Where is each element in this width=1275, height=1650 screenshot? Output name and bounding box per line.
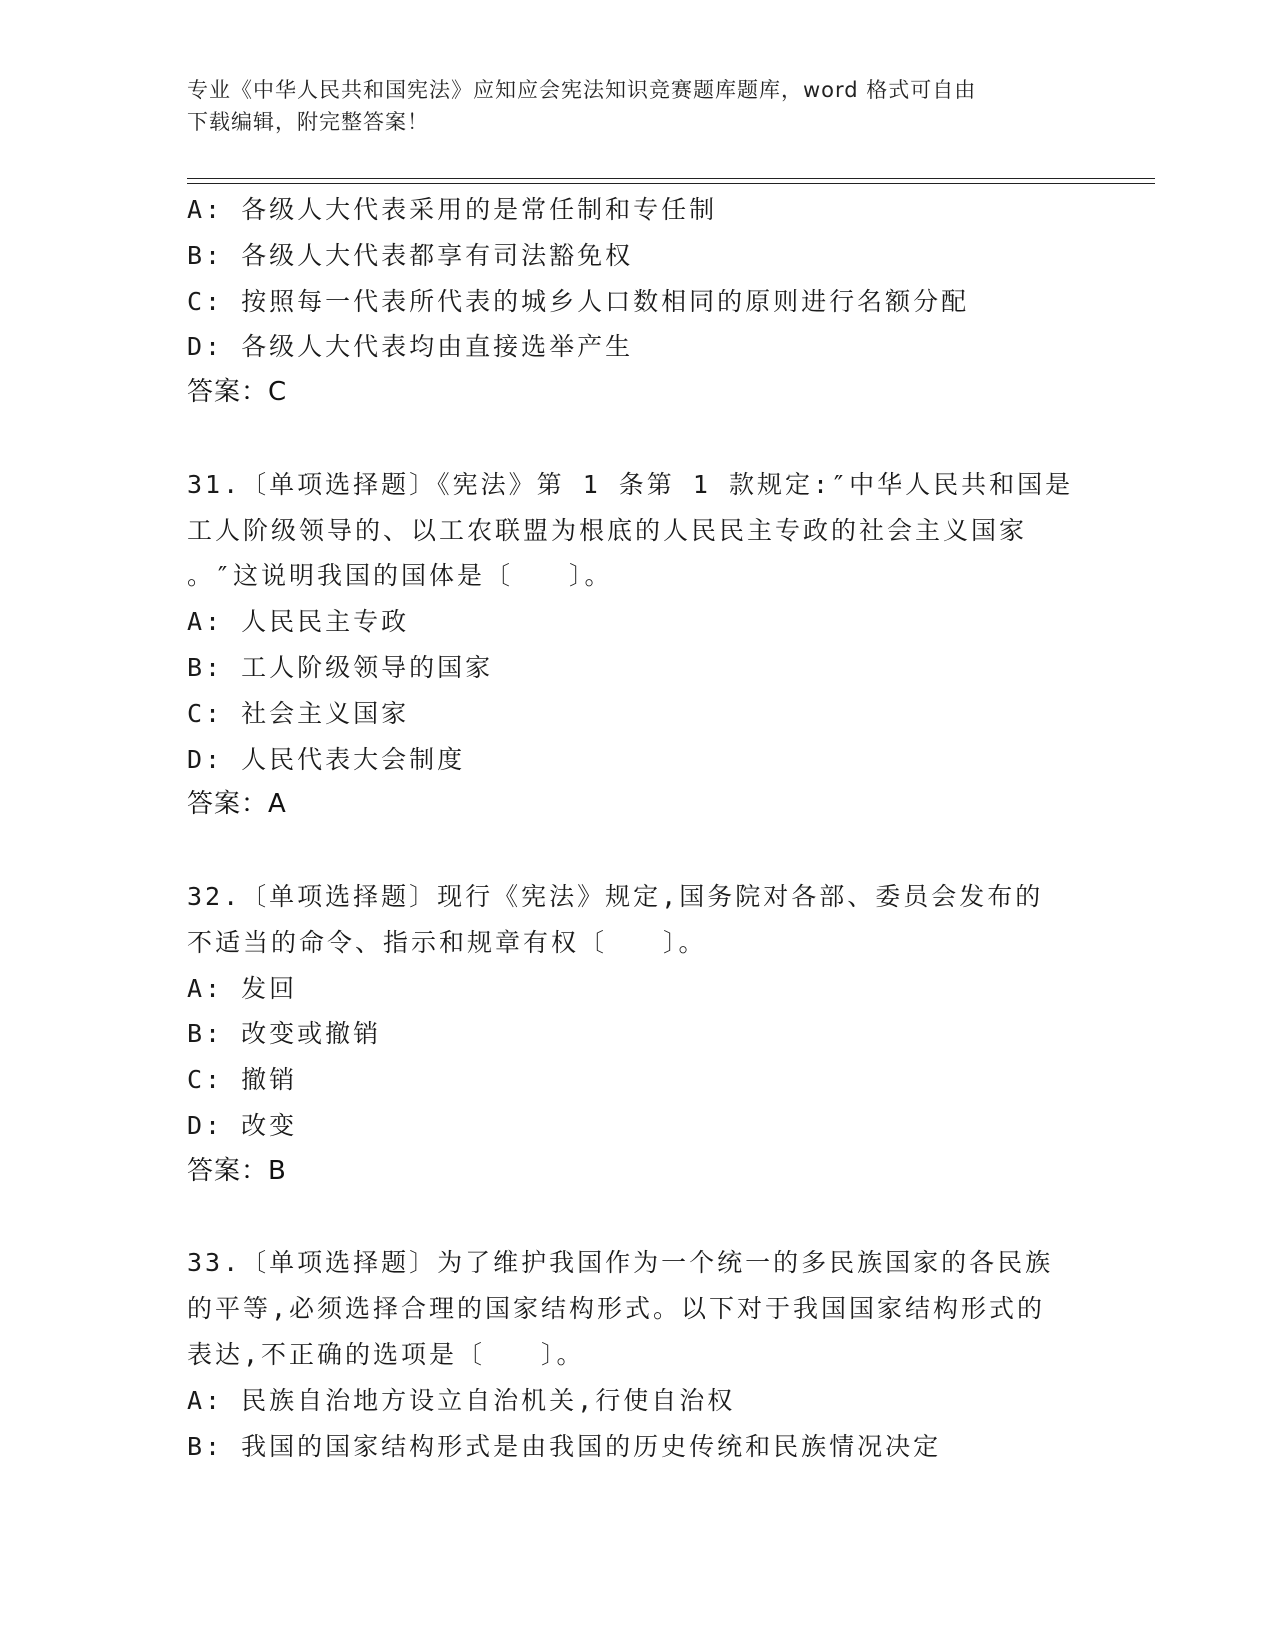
- question-list: [187, 187, 1087, 1469]
- option-b: B: 改变或撤销: [187, 1019, 382, 1049]
- question-block-prev: [187, 187, 1087, 416]
- option-a: A: 各级人大代表采用的是常任制和专任制: [187, 195, 718, 224]
- question-block-31: [187, 462, 1087, 828]
- option-a: A: 人民民主专政: [187, 607, 410, 637]
- spacer: [187, 1195, 1087, 1241]
- option-d: D: 各级人大代表均由直接选举产生: [187, 332, 634, 362]
- question-text-line: 不适当的命令、指示和规章有权〔 〕。: [187, 927, 707, 957]
- document-header: [187, 74, 1067, 138]
- question-text-line: 31.〔单项选择题〕《宪法》第 1 条第 1 款规定:″中华人民共和国是: [187, 469, 1074, 499]
- option-b: B: 我国的国家结构形式是由我国的历史传统和民族情况决定: [187, 1431, 942, 1461]
- spacer: [187, 828, 1087, 874]
- option-a: A: 民族自治地方设立自治机关,行使自治权: [187, 1385, 736, 1415]
- option-b: B: 各级人大代表都享有司法豁免权: [187, 240, 634, 270]
- answer: 答案：B: [187, 1155, 287, 1186]
- question-block-32: [187, 874, 1087, 1195]
- question-text-line: 。″这说明我国的国体是〔 〕。: [187, 561, 613, 591]
- option-c: C: 撤销: [187, 1065, 298, 1095]
- header-line-2: 下载编辑，附完整答案！: [187, 110, 429, 134]
- option-d: D: 人民代表大会制度: [187, 744, 466, 774]
- option-d: D: 改变: [187, 1110, 298, 1140]
- header-divider-top: [187, 178, 1155, 179]
- question-text-line: 33.〔单项选择题〕为了维护我国作为一个统一的多民族国家的各民族: [187, 1248, 1054, 1278]
- question-text-line: 32.〔单项选择题〕现行《宪法》规定,国务院对各部、委员会发布的: [187, 881, 1044, 911]
- spacer: [187, 416, 1087, 462]
- option-c: C: 社会主义国家: [187, 698, 410, 728]
- question-text-line: 的平等,必须选择合理的国家结构形式。以下对于我国国家结构形式的: [187, 1294, 1046, 1324]
- answer: 答案：C: [187, 377, 288, 408]
- question-text-line: 表达,不正确的选项是〔 〕。: [187, 1339, 585, 1369]
- option-c: C: 按照每一代表所代表的城乡人口数相同的原则进行名额分配: [187, 286, 970, 316]
- option-b: B: 工人阶级领导的国家: [187, 652, 494, 682]
- question-text-line: 工人阶级领导的、以工农联盟为根底的人民民主专政的社会主义国家: [187, 515, 1028, 545]
- question-block-33: [187, 1240, 1087, 1469]
- header-divider-bottom: [187, 183, 1155, 184]
- header-line-1: 专业《中华人民共和国宪法》应知应会宪法知识竞赛题库题库，word 格式可自由: [187, 78, 977, 102]
- answer: 答案：A: [187, 789, 287, 820]
- option-a: A: 发回: [187, 973, 298, 1003]
